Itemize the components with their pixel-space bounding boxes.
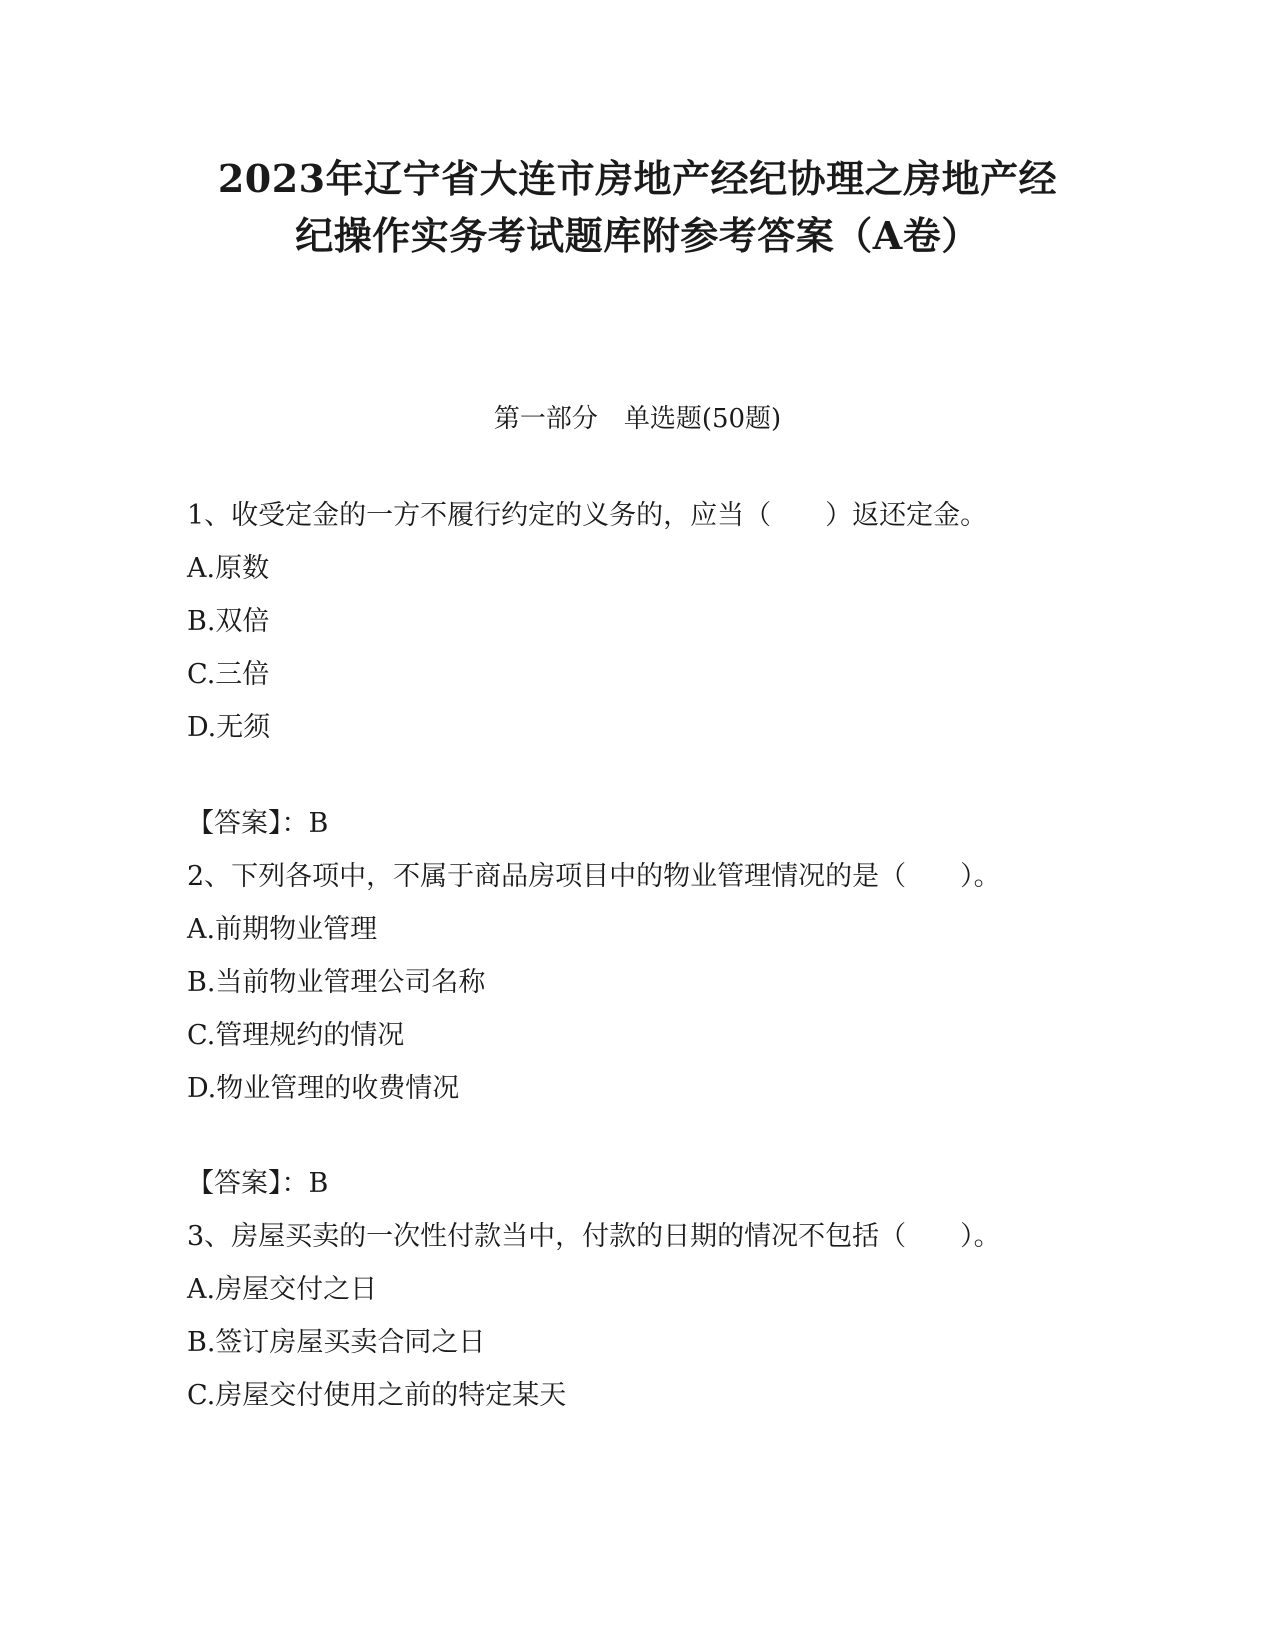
question-1-option-d: D.无须 xyxy=(187,712,271,743)
question-1-answer: 【答案】：B xyxy=(187,808,329,839)
question-2-answer: 【答案】：B xyxy=(187,1168,329,1199)
document-title-line-2: 纪操作实务考试题库附参考答案（A卷） xyxy=(295,213,980,258)
question-3-option-b: B.签订房屋买卖合同之日 xyxy=(187,1327,486,1358)
question-2-option-d: D.物业管理的收费情况 xyxy=(187,1073,460,1104)
question-3-option-a: A.房屋交付之日 xyxy=(187,1274,378,1305)
question-2-stem: 2、下列各项中，不属于商品房项目中的物业管理情况的是（ ）。 xyxy=(187,861,1001,892)
question-3-option-c: C.房屋交付使用之前的特定某天 xyxy=(187,1380,567,1411)
section-heading: 第一部分 单选题(50题) xyxy=(493,404,782,434)
question-2-option-c: C.管理规约的情况 xyxy=(187,1020,405,1051)
question-1-option-c: C.三倍 xyxy=(187,659,270,690)
question-1-stem: 1、收受定金的一方不履行约定的义务的，应当（ ）返还定金。 xyxy=(187,500,988,531)
question-1-option-a: A.原数 xyxy=(187,553,270,584)
document-title-line-1: 2023年辽宁省大连市房地产经纪协理之房地产经 xyxy=(217,156,1058,201)
question-2-option-b: B.当前物业管理公司名称 xyxy=(187,967,486,998)
question-3-stem: 3、房屋买卖的一次性付款当中，付款的日期的情况不包括（ ）。 xyxy=(187,1221,1001,1252)
question-1-option-b: B.双倍 xyxy=(187,606,270,637)
question-2-option-a: A.前期物业管理 xyxy=(187,914,378,945)
